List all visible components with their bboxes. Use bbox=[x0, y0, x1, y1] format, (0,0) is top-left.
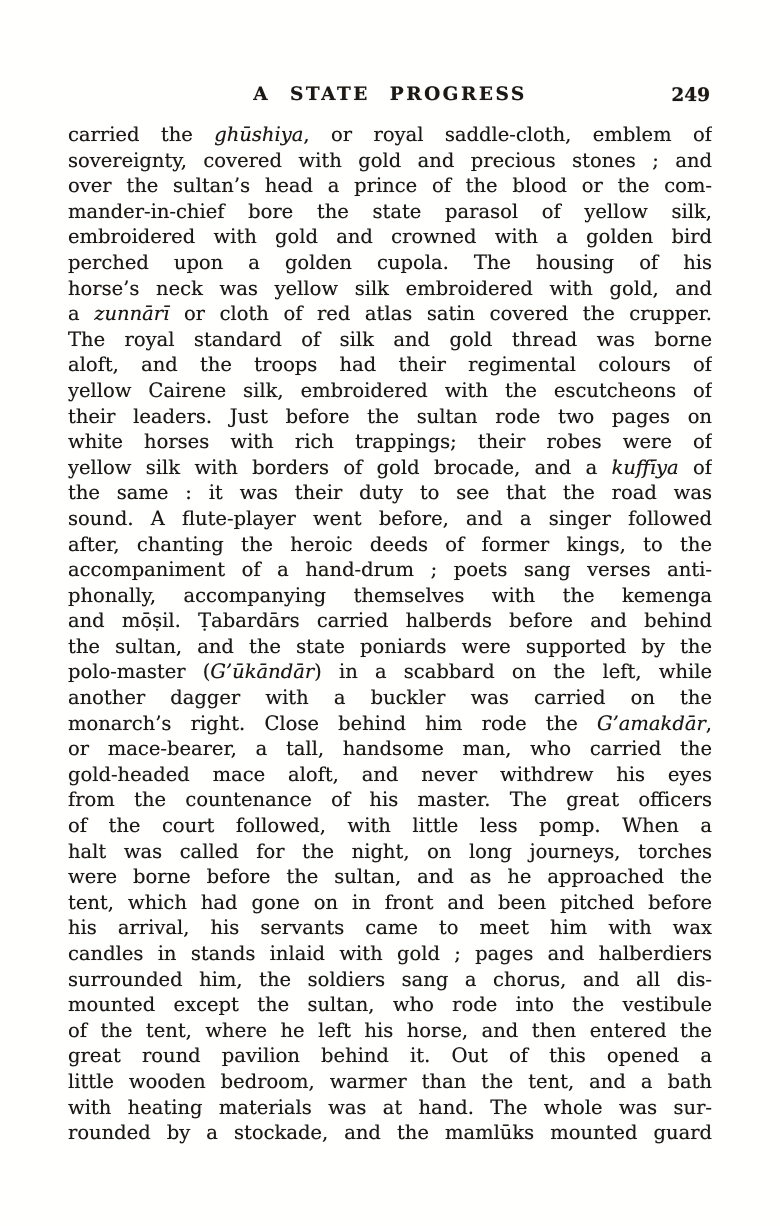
text-line bbox=[68, 711, 712, 737]
text-run: of the tent, where he left his horse, and then entered the bbox=[68, 1018, 712, 1042]
text-line bbox=[68, 941, 712, 967]
text-run: the sultan, and the state poniards were supported by the bbox=[68, 634, 712, 658]
text-run: of bbox=[678, 455, 712, 479]
text-line bbox=[68, 787, 712, 813]
italic-text-run: G’amakdār bbox=[597, 711, 706, 735]
text-run: perched upon a golden cupola. The housing of his bbox=[68, 250, 712, 274]
text-line bbox=[68, 864, 712, 890]
text-run: with heating materials was at hand. The whole was sur- bbox=[68, 1095, 712, 1119]
text-run: tent, which had gone on in front and been pitched before bbox=[68, 890, 712, 914]
text-run: sovereignty, covered with gold and precious stones ; and bbox=[68, 148, 712, 172]
text-run: , bbox=[705, 711, 712, 735]
text-run: aloft, and the troops had their regimental colours of bbox=[68, 353, 712, 377]
text-run: a bbox=[68, 302, 95, 326]
text-line bbox=[68, 429, 712, 455]
text-run: after, chanting the heroic deeds of former kings, to the bbox=[68, 532, 712, 556]
text-run: great round pavilion behind it. Out of this opened a bbox=[68, 1044, 712, 1068]
text-run: halt was called for the night, on long journeys, torches bbox=[68, 839, 712, 863]
text-line bbox=[68, 659, 712, 685]
text-run: rounded by a stockade, and the mamlūks mounted guard bbox=[68, 1121, 712, 1145]
text-run: sound. A flute-player went before, and a singer followed bbox=[68, 506, 712, 530]
text-line bbox=[68, 301, 712, 327]
text-run: were borne before the sultan, and as he approached the bbox=[68, 865, 712, 889]
text-run: ) in a scabbard on the left, while bbox=[314, 660, 712, 684]
text-run: their leaders. Just before the sultan rode two pages on bbox=[68, 404, 712, 428]
text-line bbox=[68, 378, 712, 404]
text-line bbox=[68, 480, 712, 506]
text-run: mounted except the sultan, who rode into the vestibule bbox=[68, 993, 712, 1017]
text-run: another dagger with a buckler was carried on the bbox=[68, 686, 712, 710]
text-line bbox=[68, 608, 712, 634]
page-number: 249 bbox=[671, 85, 710, 106]
text-run: carried the bbox=[68, 123, 215, 146]
text-line bbox=[68, 992, 712, 1018]
text-line bbox=[68, 1018, 712, 1044]
text-line bbox=[68, 557, 712, 583]
text-run: phonally, accompanying themselves with the kemenga bbox=[68, 583, 712, 607]
italic-text-run: kuffīya bbox=[611, 455, 679, 479]
text-line bbox=[68, 967, 712, 993]
text-line bbox=[68, 1069, 712, 1095]
text-run: polo-master ( bbox=[68, 660, 211, 684]
text-run: yellow silk with borders of gold brocade, and a bbox=[68, 455, 612, 479]
italic-text-run: ghūshiya bbox=[214, 123, 304, 146]
text-line bbox=[68, 276, 712, 302]
text-line bbox=[68, 352, 712, 378]
text-run: and mōṣil. Ṭabardārs carried halberds before and behind bbox=[68, 609, 712, 633]
text-run: from the countenance of his master. The great officers bbox=[68, 788, 712, 812]
text-run: gold-headed mace aloft, and never withdrew his eyes bbox=[68, 762, 712, 786]
text-run: or mace-bearer, a tall, handsome man, who carried the bbox=[68, 737, 712, 761]
text-run: candles in stands inlaid with gold ; pages and halberdiers bbox=[68, 942, 712, 965]
text-line bbox=[68, 1043, 712, 1069]
text-line bbox=[68, 1095, 712, 1121]
text-line bbox=[68, 583, 712, 609]
italic-text-run: G’ūkāndār bbox=[210, 660, 315, 684]
text-run: little wooden bedroom, warmer than the tent, and a bath bbox=[68, 1069, 712, 1093]
text-run: yellow Cairene silk, embroidered with the escutcheons of bbox=[68, 378, 712, 402]
text-line bbox=[68, 839, 712, 865]
text-line bbox=[68, 148, 712, 174]
text-run: over the sultan’s head a prince of the blood or the com- bbox=[68, 174, 712, 198]
text-run: white horses with rich trappings; their robes were of bbox=[68, 430, 712, 454]
text-line bbox=[68, 890, 712, 916]
text-run: The royal standard of silk and gold thread was borne bbox=[68, 327, 712, 351]
text-line bbox=[68, 122, 712, 148]
text-run: or cloth of red atlas satin covered the crupper. bbox=[169, 302, 712, 326]
text-line bbox=[68, 762, 712, 788]
text-run: accompaniment of a hand-drum ; poets sang verses anti- bbox=[68, 558, 712, 582]
text-line bbox=[68, 506, 712, 532]
running-title: A STATE PROGRESS bbox=[253, 84, 527, 105]
text-run: his arrival, his servants came to meet him with wax bbox=[68, 916, 712, 940]
text-line bbox=[68, 813, 712, 839]
text-line bbox=[68, 634, 712, 660]
text-run: surrounded him, the soldiers sang a chorus, and all dis- bbox=[68, 967, 712, 991]
text-run: , or royal saddle-cloth, emblem of bbox=[303, 123, 712, 146]
text-run: of the court followed, with little less pomp. When a bbox=[68, 814, 712, 838]
text-line bbox=[68, 532, 712, 558]
text-run: mander-in-chief bore the state parasol of yellow silk, bbox=[68, 199, 712, 223]
text-line bbox=[68, 915, 712, 941]
italic-text-run: zunnārī bbox=[94, 302, 170, 326]
text-line bbox=[68, 224, 712, 250]
text-line bbox=[68, 327, 712, 353]
page-header bbox=[68, 84, 712, 108]
text-run: the same : it was their duty to see that the road was bbox=[68, 481, 712, 505]
page-body bbox=[68, 122, 712, 1146]
text-line bbox=[68, 455, 712, 481]
text-run: monarch’s right. Close behind him rode the bbox=[68, 711, 598, 735]
text-line bbox=[68, 685, 712, 711]
text-line bbox=[68, 199, 712, 225]
text-line bbox=[68, 404, 712, 430]
text-line bbox=[68, 173, 712, 199]
text-line bbox=[68, 1120, 712, 1146]
text-line bbox=[68, 736, 712, 762]
text-line bbox=[68, 250, 712, 276]
text-run: embroidered with gold and crowned with a golden bird bbox=[68, 225, 712, 249]
text-run: horse’s neck was yellow silk embroidered with gold, and bbox=[68, 276, 712, 300]
